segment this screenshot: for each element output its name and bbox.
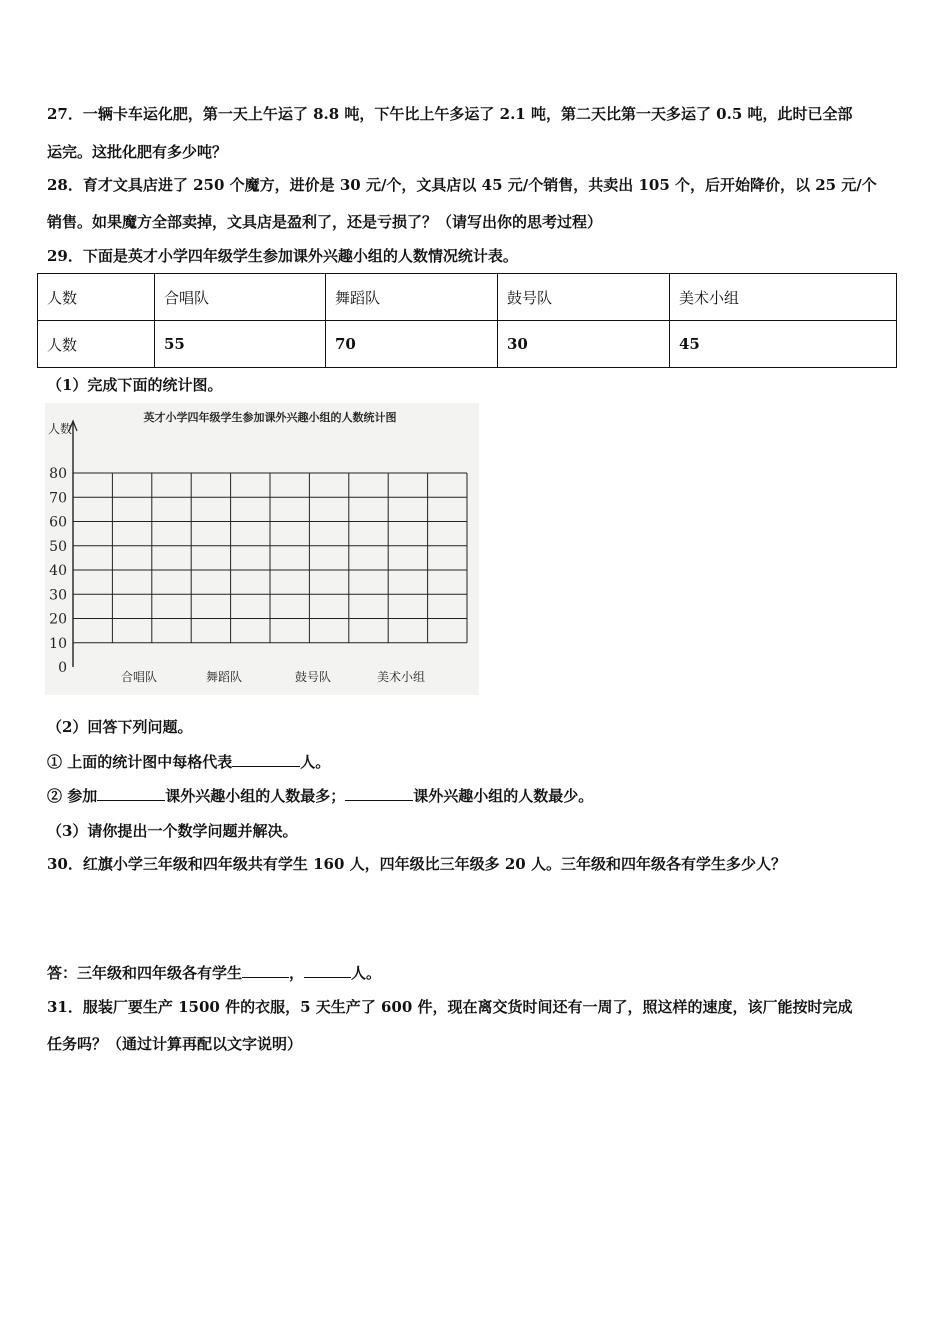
table-cell: 合唱队 xyxy=(155,274,326,321)
chart-x-tick-label: 鼓号队 xyxy=(294,670,332,684)
table-cell: 鼓号队 xyxy=(498,274,670,321)
chart-y-tick-label: 70 xyxy=(49,490,67,507)
chart-y-tick-label: 20 xyxy=(49,611,67,628)
q29-qa-prefix: ① 上面的统计图中每格代表 xyxy=(47,753,233,771)
answer-blank[interactable] xyxy=(242,963,289,978)
table-cell: 舞蹈队 xyxy=(326,274,498,321)
chart-y-tick-label: 80 xyxy=(49,466,67,482)
chart-y-tick-label: 40 xyxy=(49,563,67,579)
chart-y-tick-label: 50 xyxy=(49,538,67,555)
table-row xyxy=(38,321,897,368)
q28-line1: 28．育才文具店进了 250 个魔方，进价是 30 元/个，文具店以 45 元/个销售，共卖出 105 个，后开始降价，以 25 元/个 xyxy=(47,176,877,194)
q30-answer-mid: ， xyxy=(289,964,305,982)
q31-line2: 任务吗？（通过计算再配以文字说明） xyxy=(47,1035,303,1053)
q30-answer-suffix: 人。 xyxy=(351,964,382,982)
answer-blank[interactable] xyxy=(232,752,300,767)
table-cell: 人数 xyxy=(38,274,155,321)
answer-blank[interactable] xyxy=(345,786,413,801)
q28-line2: 销售。如果魔方全部卖掉，文具店是盈利了，还是亏损了？（请写出你的思考过程） xyxy=(47,213,603,231)
q29-part1: （1）完成下面的统计图。 xyxy=(47,376,223,394)
chart-x-tick-label: 合唱队 xyxy=(120,670,158,684)
stats-table xyxy=(37,273,897,368)
q29-qb-prefix: ② 参加 xyxy=(47,787,98,805)
q27-line1: 27．一辆卡车运化肥，第一天上午运了 8.8 吨，下午比上午多运了 2.1 吨，第二天比第一天多运了 0.5 吨，此时已全部 xyxy=(47,105,853,123)
chart-x-tick-label: 美术小组 xyxy=(376,670,426,684)
q29-part3: （3）请你提出一个数学问题并解决。 xyxy=(47,822,298,840)
answer-blank[interactable] xyxy=(97,786,165,801)
chart-x-labels xyxy=(121,669,425,684)
q29-question-a xyxy=(47,751,330,772)
chart-title: 英才小学四年级学生参加课外兴趣小组的人数统计图 xyxy=(143,411,397,424)
q29-intro: 29．下面是英才小学四年级学生参加课外兴趣小组的人数情况统计表。 xyxy=(47,247,518,265)
chart-grid xyxy=(69,421,467,667)
chart-x-tick-label: 舞蹈队 xyxy=(205,670,243,684)
q27-line2: 运完。这批化肥有多少吨？ xyxy=(47,143,228,161)
table-cell: 45 xyxy=(670,321,897,368)
chart-y-tick-label: 10 xyxy=(49,635,67,652)
q31-line1: 31．服装厂要生产 1500 件的衣服，5 天生产了 600 件，现在离交货时间还有一周了，照这样的速度，该厂能按时完成 xyxy=(47,998,853,1016)
chart-y-tick-label: 30 xyxy=(49,587,67,604)
answer-blank[interactable] xyxy=(304,963,351,978)
q29-question-b xyxy=(47,785,593,806)
table-cell: 美术小组 xyxy=(670,274,897,321)
chart-svg xyxy=(45,403,479,695)
q30-answer-prefix: 答：三年级和四年级各有学生 xyxy=(47,964,243,982)
table-cell: 55 xyxy=(155,321,326,368)
chart-ylabel: 人数 xyxy=(48,422,73,436)
chart-y-tick-label: 0 xyxy=(58,660,67,676)
q29-qb-mid: 课外兴趣小组的人数最多； xyxy=(165,787,346,805)
bar-chart xyxy=(45,403,479,695)
q30-answer xyxy=(47,962,381,983)
q29-qa-suffix: 人。 xyxy=(300,753,331,771)
table-header-row xyxy=(38,274,897,321)
table-cell: 30 xyxy=(498,321,670,368)
chart-y-ticks xyxy=(49,466,67,676)
q29-qb-suffix: 课外兴趣小组的人数最少。 xyxy=(413,787,594,805)
table-cell: 人数 xyxy=(38,321,155,368)
q29-part2: （2）回答下列问题。 xyxy=(47,718,193,736)
table-cell: 70 xyxy=(326,321,498,368)
chart-y-tick-label: 60 xyxy=(49,514,67,531)
q30-line1: 30．红旗小学三年级和四年级共有学生 160 人，四年级比三年级多 20 人。三年级和四年级各有学生多少人？ xyxy=(47,855,786,873)
